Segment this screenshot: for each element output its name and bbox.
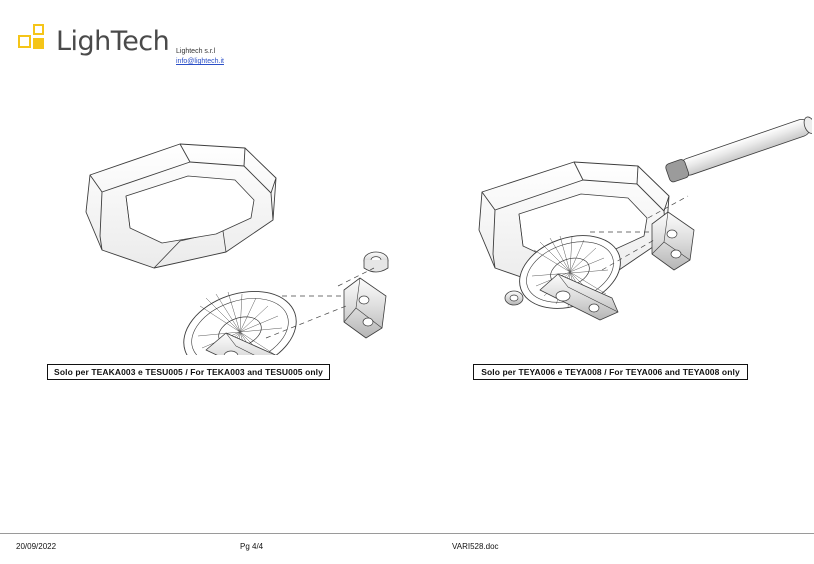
- brand-logo: [18, 24, 169, 60]
- figure-left-caption: Solo per TEAKA003 e TESU005 / For TEKA003 and TESU005 only: [47, 364, 330, 380]
- logo-wordmark: LighTech: [56, 26, 170, 57]
- company-info: [176, 47, 224, 67]
- company-email-link[interactable]: info@lightech.it: [176, 58, 224, 65]
- lightech-squares-logo-icon: [18, 24, 54, 60]
- figure-left-drawing: [30, 100, 390, 355]
- figure-right-drawing: [452, 100, 812, 355]
- footer-document-name: VARI528.doc: [452, 542, 499, 551]
- company-name: Lightech s.r.l: [176, 48, 216, 55]
- footer-page-number: Pg 4/4: [240, 542, 264, 551]
- footer-date: 20/09/2022: [16, 542, 57, 551]
- page-footer: [0, 533, 814, 564]
- figure-right-caption: Solo per TEYA006 e TEYA008 / For TEYA006 and TEYA008 only: [473, 364, 748, 380]
